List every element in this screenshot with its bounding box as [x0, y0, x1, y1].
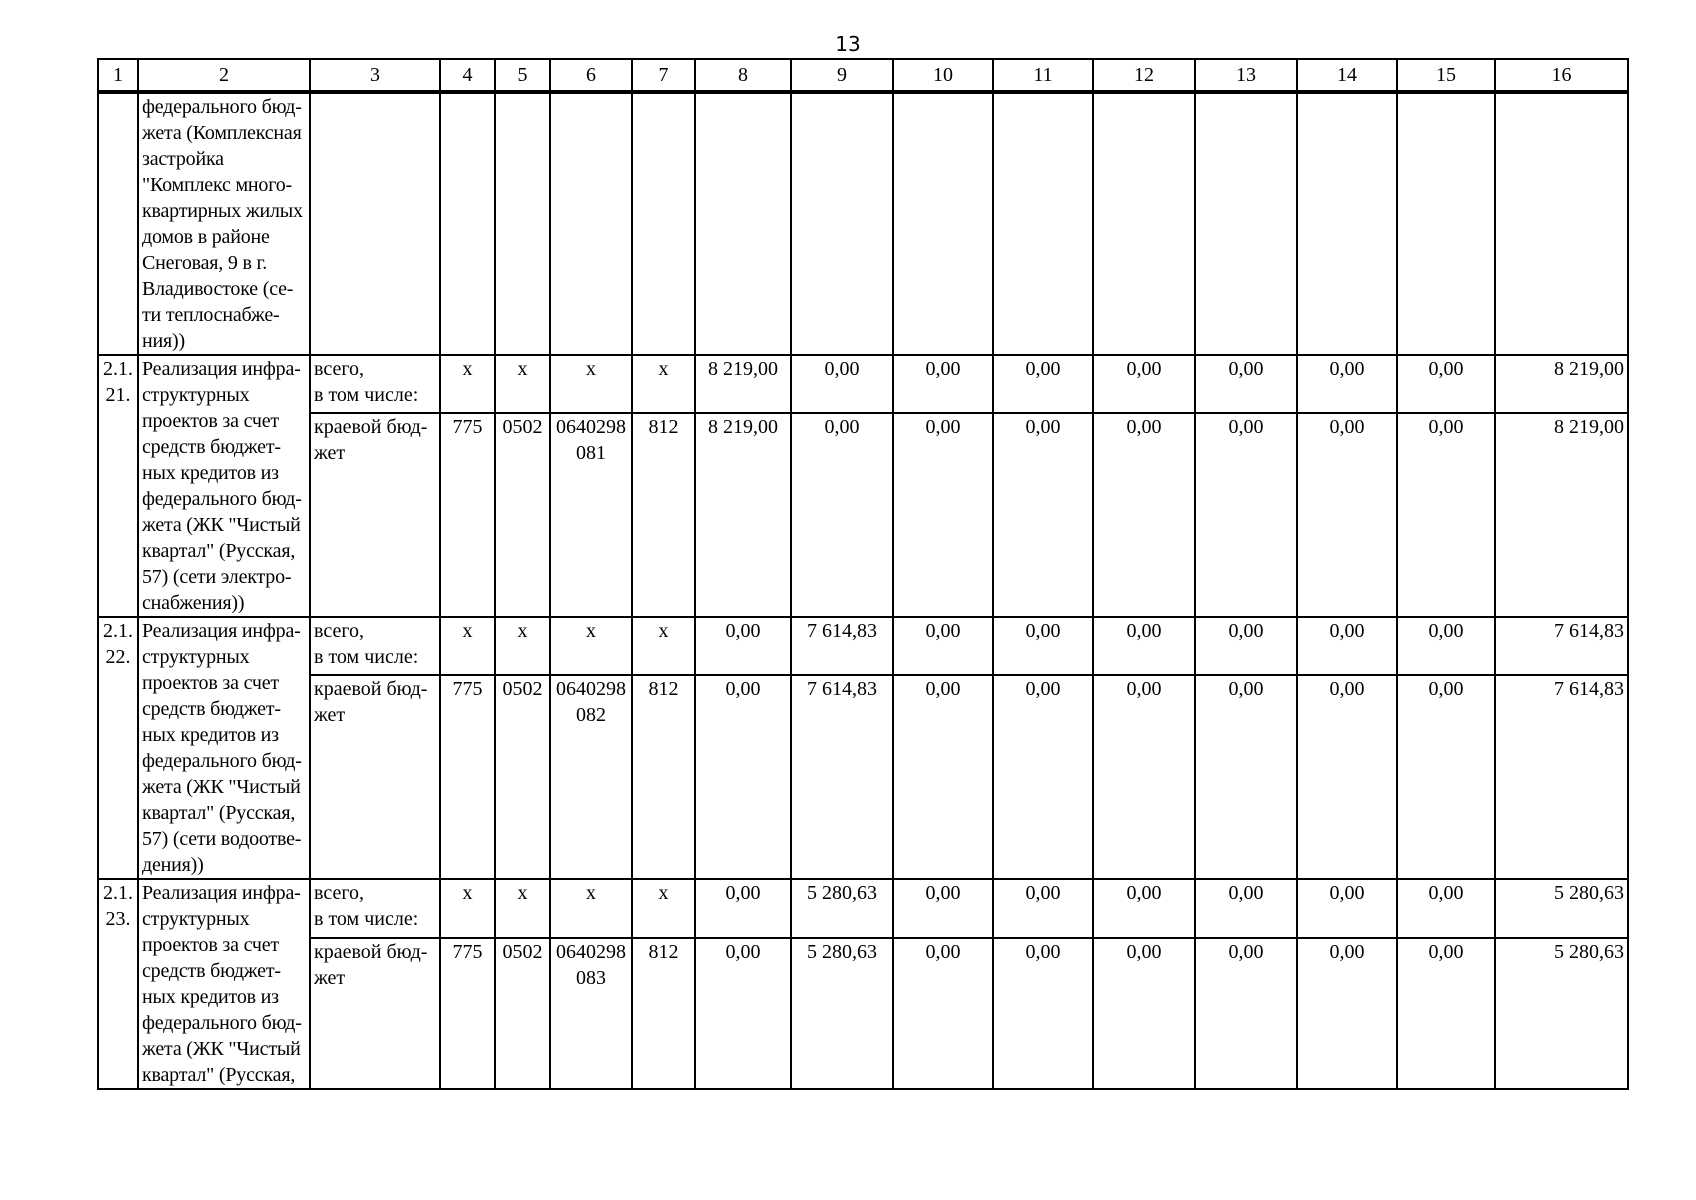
regional-c10-cell: 0,00 — [893, 675, 993, 879]
entry-name-line: структурных — [142, 646, 250, 668]
continuation-name-line: "Комплекс много- — [142, 174, 292, 196]
regional-c7-cell: 812 — [632, 938, 695, 1089]
regional-c9-cell: 0,00 — [791, 413, 893, 617]
regional-c5-cell: 0502 — [495, 413, 550, 617]
continuation-cell-3 — [310, 92, 440, 355]
regional-c9-cell: 5 280,63 — [791, 938, 893, 1089]
entry-name-line: жета (ЖК "Чистый — [142, 776, 301, 798]
total-c8-cell: 8 219,00 — [695, 355, 791, 413]
entry-name-line: 57) (сети электро- — [142, 566, 292, 588]
entry-total-row — [98, 617, 1628, 675]
total-c5-cell: x — [495, 617, 550, 675]
entry-total-row — [98, 355, 1628, 413]
entry-name-line: Реализация инфра- — [142, 882, 301, 904]
regional-label-cell — [310, 413, 440, 617]
entry-name-line: жета (ЖК "Чистый — [142, 1038, 301, 1060]
header-cell-9: 9 — [791, 59, 893, 92]
continuation-name-line: домов в районе — [142, 226, 270, 248]
entry-number-line: 21. — [105, 384, 131, 406]
regional-c14-cell: 0,00 — [1297, 675, 1397, 879]
total-c8-cell: 0,00 — [695, 879, 791, 938]
total-label-line: всего, — [314, 620, 365, 642]
header-cell-2: 2 — [138, 59, 310, 92]
entry-number-line: 2.1. — [103, 882, 133, 904]
regional-c14-cell: 0,00 — [1297, 413, 1397, 617]
total-c4-cell: x — [440, 879, 495, 938]
continuation-name-line: ти теплоснабже- — [142, 304, 280, 326]
total-c11-cell: 0,00 — [993, 617, 1093, 675]
regional-code-line: 082 — [576, 703, 606, 726]
total-c7-cell: x — [632, 355, 695, 413]
entry-number-cell — [98, 355, 138, 617]
total-c4-cell: x — [440, 617, 495, 675]
regional-c8-cell: 0,00 — [695, 938, 791, 1089]
entry-name-line: средств бюджет- — [142, 960, 281, 982]
total-label-line: в том числе: — [314, 384, 419, 406]
regional-code-line: 081 — [576, 442, 606, 465]
entry-regional-row — [98, 413, 1628, 617]
header-cell-14: 14 — [1297, 59, 1397, 92]
entry-name-line: федерального бюд- — [142, 488, 302, 510]
entry-name-line: проектов за счет — [142, 672, 279, 694]
header-cell-15: 15 — [1397, 59, 1495, 92]
regional-code-line: 0640298 — [556, 416, 626, 439]
regional-code-line: 0640298 — [556, 941, 626, 964]
total-c7-cell: x — [632, 879, 695, 938]
header-cell-10: 10 — [893, 59, 993, 92]
total-label-line: в том числе: — [314, 908, 419, 930]
regional-c6-cell — [550, 413, 632, 617]
total-c12-cell: 0,00 — [1093, 617, 1195, 675]
continuation-cell-11 — [993, 92, 1093, 355]
continuation-cell-8 — [695, 92, 791, 355]
total-label-cell — [310, 879, 440, 938]
total-c14-cell: 0,00 — [1297, 355, 1397, 413]
entry-name-line: федерального бюд- — [142, 1012, 302, 1034]
regional-label-line: краевой бюд- — [314, 416, 428, 439]
entry-name-line: структурных — [142, 908, 250, 930]
regional-c7-cell: 812 — [632, 675, 695, 879]
header-row — [98, 59, 1628, 92]
total-c15-cell: 0,00 — [1397, 617, 1495, 675]
total-label-cell — [310, 617, 440, 675]
total-c12-cell: 0,00 — [1093, 879, 1195, 938]
regional-label-line: жет — [314, 442, 346, 465]
entry-name-line: ных кредитов из — [142, 462, 279, 484]
continuation-name-line: Владивостоке (се- — [142, 278, 294, 300]
regional-c16-cell: 5 280,63 — [1495, 938, 1628, 1089]
entry-name-line: федерального бюд- — [142, 750, 302, 772]
budget-table — [97, 58, 1629, 1090]
regional-c11-cell: 0,00 — [993, 938, 1093, 1089]
regional-c16-cell: 7 614,83 — [1495, 675, 1628, 879]
entry-name-line: проектов за счет — [142, 410, 279, 432]
entry-name-line: структурных — [142, 384, 250, 406]
regional-c16-cell: 8 219,00 — [1495, 413, 1628, 617]
regional-c15-cell: 0,00 — [1397, 938, 1495, 1089]
entry-regional-row — [98, 675, 1628, 879]
entry-name-line: квартал" (Русская, — [142, 802, 296, 824]
total-c7-cell: x — [632, 617, 695, 675]
continuation-name-line: ния)) — [142, 330, 185, 352]
regional-c12-cell: 0,00 — [1093, 938, 1195, 1089]
total-c12-cell: 0,00 — [1093, 355, 1195, 413]
total-c8-cell: 0,00 — [695, 617, 791, 675]
regional-c5-cell: 0502 — [495, 675, 550, 879]
header-cell-4: 4 — [440, 59, 495, 92]
header-cell-3: 3 — [310, 59, 440, 92]
total-c15-cell: 0,00 — [1397, 879, 1495, 938]
total-c16-cell: 8 219,00 — [1495, 355, 1628, 413]
total-c13-cell: 0,00 — [1195, 617, 1297, 675]
continuation-cell-14 — [1297, 92, 1397, 355]
continuation-cell-16 — [1495, 92, 1628, 355]
total-c6-cell: x — [550, 879, 632, 938]
total-c14-cell: 0,00 — [1297, 617, 1397, 675]
entry-name-line: средств бюджет- — [142, 698, 281, 720]
continuation-cell-12 — [1093, 92, 1195, 355]
continuation-name-line: федерального бюд- — [142, 96, 302, 118]
regional-c4-cell: 775 — [440, 413, 495, 617]
entry-name-line: жета (ЖК "Чистый — [142, 514, 301, 536]
total-c15-cell: 0,00 — [1397, 355, 1495, 413]
regional-c8-cell: 8 219,00 — [695, 413, 791, 617]
regional-c4-cell: 775 — [440, 938, 495, 1089]
entry-name-line: Реализация инфра- — [142, 620, 301, 642]
regional-code-line: 083 — [576, 967, 606, 990]
total-c16-cell: 7 614,83 — [1495, 617, 1628, 675]
regional-label-line: краевой бюд- — [314, 677, 428, 700]
header-cell-8: 8 — [695, 59, 791, 92]
entry-total-row — [98, 879, 1628, 938]
entry-name-line: дения)) — [142, 854, 204, 876]
regional-c13-cell: 0,00 — [1195, 675, 1297, 879]
continuation-cell-15 — [1397, 92, 1495, 355]
entry-number-line: 23. — [105, 908, 131, 930]
total-label-line: всего, — [314, 882, 365, 904]
entry-name-line: проектов за счет — [142, 934, 279, 956]
continuation-name-line: Снеговая, 9 в г. — [142, 252, 268, 274]
entry-name-line: снабжения)) — [142, 592, 245, 614]
regional-c11-cell: 0,00 — [993, 675, 1093, 879]
regional-c7-cell: 812 — [632, 413, 695, 617]
regional-c4-cell: 775 — [440, 675, 495, 879]
entry-number-line: 2.1. — [103, 620, 133, 642]
header-cell-13: 13 — [1195, 59, 1297, 92]
continuation-cell-4 — [440, 92, 495, 355]
entry-number-line: 2.1. — [103, 358, 133, 380]
regional-label-cell — [310, 938, 440, 1089]
regional-c13-cell: 0,00 — [1195, 938, 1297, 1089]
entry-name-line: Реализация инфра- — [142, 358, 301, 380]
total-label-line: всего, — [314, 358, 365, 380]
entry-name-line: ных кредитов из — [142, 986, 279, 1008]
total-c11-cell: 0,00 — [993, 355, 1093, 413]
total-c16-cell: 5 280,63 — [1495, 879, 1628, 938]
header-cell-16: 16 — [1495, 59, 1628, 92]
total-c9-cell: 7 614,83 — [791, 617, 893, 675]
continuation-name-cell — [138, 92, 310, 355]
regional-c12-cell: 0,00 — [1093, 413, 1195, 617]
total-c11-cell: 0,00 — [993, 879, 1093, 938]
entry-number-cell — [98, 617, 138, 879]
entry-name-line: средств бюджет- — [142, 436, 281, 458]
entry-name-cell — [138, 355, 310, 617]
total-c9-cell: 5 280,63 — [791, 879, 893, 938]
regional-c13-cell: 0,00 — [1195, 413, 1297, 617]
regional-c15-cell: 0,00 — [1397, 675, 1495, 879]
header-cell-12: 12 — [1093, 59, 1195, 92]
total-c10-cell: 0,00 — [893, 617, 993, 675]
total-c6-cell: x — [550, 355, 632, 413]
total-c14-cell: 0,00 — [1297, 879, 1397, 938]
regional-c15-cell: 0,00 — [1397, 413, 1495, 617]
total-label-line: в том числе: — [314, 646, 419, 668]
total-c13-cell: 0,00 — [1195, 355, 1297, 413]
regional-c6-cell — [550, 938, 632, 1089]
regional-label-line: краевой бюд- — [314, 941, 428, 964]
continuation-cell-7 — [632, 92, 695, 355]
regional-code-line: 0640298 — [556, 677, 626, 700]
continuation-name-line: квартирных жилых — [142, 200, 303, 222]
regional-c9-cell: 7 614,83 — [791, 675, 893, 879]
total-c5-cell: x — [495, 355, 550, 413]
entry-regional-row — [98, 938, 1628, 1089]
total-c5-cell: x — [495, 879, 550, 938]
entry-number-cell — [98, 879, 138, 1089]
header-cell-11: 11 — [993, 59, 1093, 92]
total-c10-cell: 0,00 — [893, 355, 993, 413]
total-c13-cell: 0,00 — [1195, 879, 1297, 938]
header-cell-1: 1 — [98, 59, 138, 92]
regional-c10-cell: 0,00 — [893, 413, 993, 617]
total-c9-cell: 0,00 — [791, 355, 893, 413]
entry-name-line: 57) (сети водоотве- — [142, 828, 302, 850]
regional-label-line: жет — [314, 703, 346, 726]
continuation-name-line: жета (Комплексная — [142, 122, 302, 144]
entry-name-line: квартал" (Русская, — [142, 540, 296, 562]
page-number: 13 — [835, 32, 861, 56]
regional-label-line: жет — [314, 967, 346, 990]
regional-c12-cell: 0,00 — [1093, 675, 1195, 879]
entry-name-cell — [138, 617, 310, 879]
entry-number-line: 22. — [105, 646, 131, 668]
entry-name-line: квартал" (Русская, — [142, 1064, 296, 1086]
continuation-cell-9 — [791, 92, 893, 355]
header-cell-5: 5 — [495, 59, 550, 92]
total-c6-cell: x — [550, 617, 632, 675]
regional-c6-cell — [550, 675, 632, 879]
entry-name-cell — [138, 879, 310, 1089]
regional-c5-cell: 0502 — [495, 938, 550, 1089]
continuation-cell-13 — [1195, 92, 1297, 355]
total-c10-cell: 0,00 — [893, 879, 993, 938]
continuation-number-cell — [98, 92, 138, 355]
total-c4-cell: x — [440, 355, 495, 413]
continuation-name-line: застройка — [142, 148, 224, 170]
regional-c11-cell: 0,00 — [993, 413, 1093, 617]
continuation-cell-5 — [495, 92, 550, 355]
total-label-cell — [310, 355, 440, 413]
continuation-row — [98, 92, 1628, 355]
regional-c14-cell: 0,00 — [1297, 938, 1397, 1089]
regional-c10-cell: 0,00 — [893, 938, 993, 1089]
header-cell-7: 7 — [632, 59, 695, 92]
regional-c8-cell: 0,00 — [695, 675, 791, 879]
continuation-cell-6 — [550, 92, 632, 355]
continuation-cell-10 — [893, 92, 993, 355]
regional-label-cell — [310, 675, 440, 879]
entry-name-line: ных кредитов из — [142, 724, 279, 746]
header-cell-6: 6 — [550, 59, 632, 92]
